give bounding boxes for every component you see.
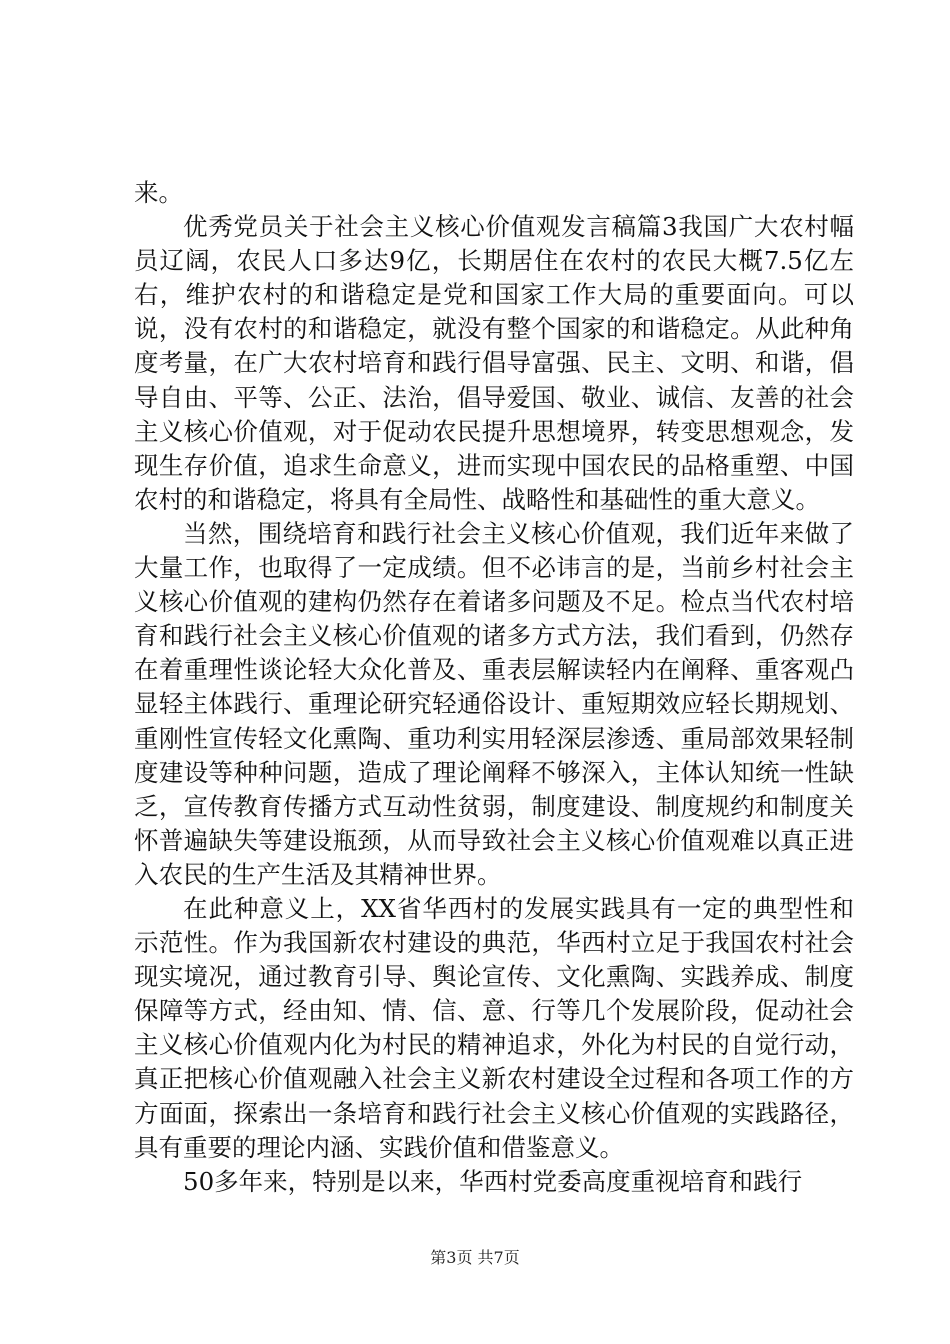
paragraph: 当然，围绕培育和践行社会主义核心价值观，我们近年来做了大量工作，也取得了一定成绩。但不必讳言的是，当前乡村社会主义核心价值观的建构仍然存在着诸多问题及不足。检点当代农村培育和践行社会主义核心价值观的诸多方式方法，我们看到，仍然存在着重理性谈论轻大众化普及、重表层解读轻内在阐释、重客观凸显轻主体践行、重理论研究轻通俗设计、重短期效应轻长期规划、重刚性宣传轻文化熏陶、重功利实用轻深层渗透、重局部效果轻制度建设等种种问题，造成了理论阐释不够深入，主体认知统一性缺乏，宣传教育传播方式互动性贫弱，制度建设、制度规约和制度关怀普遍缺失等建设瓶颈，从而导致社会主义核心价值观难以真正进入农民的生产生活及其精神世界。 [134, 518, 854, 889]
page-footer [0, 1245, 950, 1268]
document-body [134, 176, 854, 1199]
paragraph-continuation: 来。 [134, 178, 183, 207]
paragraph: 50多年来，特别是以来，华西村党委高度重视培育和践行 [183, 1166, 803, 1196]
paragraph: 优秀党员关于社会主义核心价值观发言稿篇3我国广大农村幅员辽阔，农民人口多达9亿，长期居住在农村的农民大概7.5亿左右，维护农村的和谐稳定是党和国家工作大局的重要面向。可以说，没有农村的和谐稳定，就没有整个国家的和谐稳定。从此种角度考量，在广大农村培育和践行倡导富强、民主、文明、和谐，倡导自由、平等、公正、法治，倡导爱国、敬业、诚信、友善的社会主义核心价值观，对于促动农民提升思想境界，转变思想观念，发现生存价值，追求生命意义，进而实现中国农民的品格重塑、中国农村的和谐稳定，将具有全局性、战略性和基础性的重大意义。 [134, 212, 854, 514]
page-number: 第3页 共7页 [430, 1248, 520, 1267]
paragraph: 在此种意义上，XX省华西村的发展实践具有一定的典型性和示范性。作为我国新农村建设的典范，华西村立足于我国农村社会现实境况，通过教育引导、舆论宣传、文化熏陶、实践养成、制度保障等方式，经由知、情、信、意、行等几个发展阶段，促动社会主义核心价值观内化为村民的精神追求，外化为村民的自觉行动，真正把核心价值观融入社会主义新农村建设全过程和各项工作的方方面面，探索出一条培育和践行社会主义核心价值观的实践路径，具有重要的理论内涵、实践价值和借鉴意义。 [134, 893, 854, 1162]
